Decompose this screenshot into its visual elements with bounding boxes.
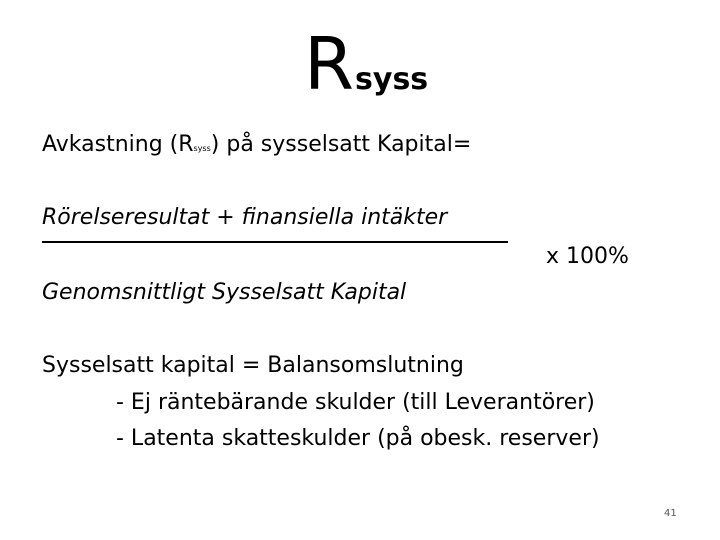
- fraction-bar: [42, 241, 508, 243]
- capital-deduction-1: - Ej räntebärande skulder (till Leverantörer): [116, 390, 595, 415]
- title-subscript: syss: [355, 62, 429, 97]
- formula-denominator: Genomsnittligt Sysselsatt Kapital: [42, 280, 407, 305]
- definition-prefix: Avkastning (R: [42, 132, 194, 157]
- capital-deduction-2: - Latenta skatteskulder (på obesk. reserver): [116, 426, 600, 451]
- definition-line: [42, 134, 471, 156]
- definition-suffix: ) på sysselsatt Kapital=: [210, 132, 472, 157]
- slide-title: [304, 22, 429, 106]
- page-number: 41: [664, 508, 677, 519]
- formula-numerator: Rörelseresultat + finansiella intäkter: [42, 205, 448, 230]
- title-main: R: [304, 22, 355, 106]
- definition-subscript: syss: [193, 144, 211, 153]
- capital-definition: Sysselsatt kapital = Balansomslutning: [42, 353, 464, 378]
- formula-multiplier: x 100%: [546, 244, 629, 269]
